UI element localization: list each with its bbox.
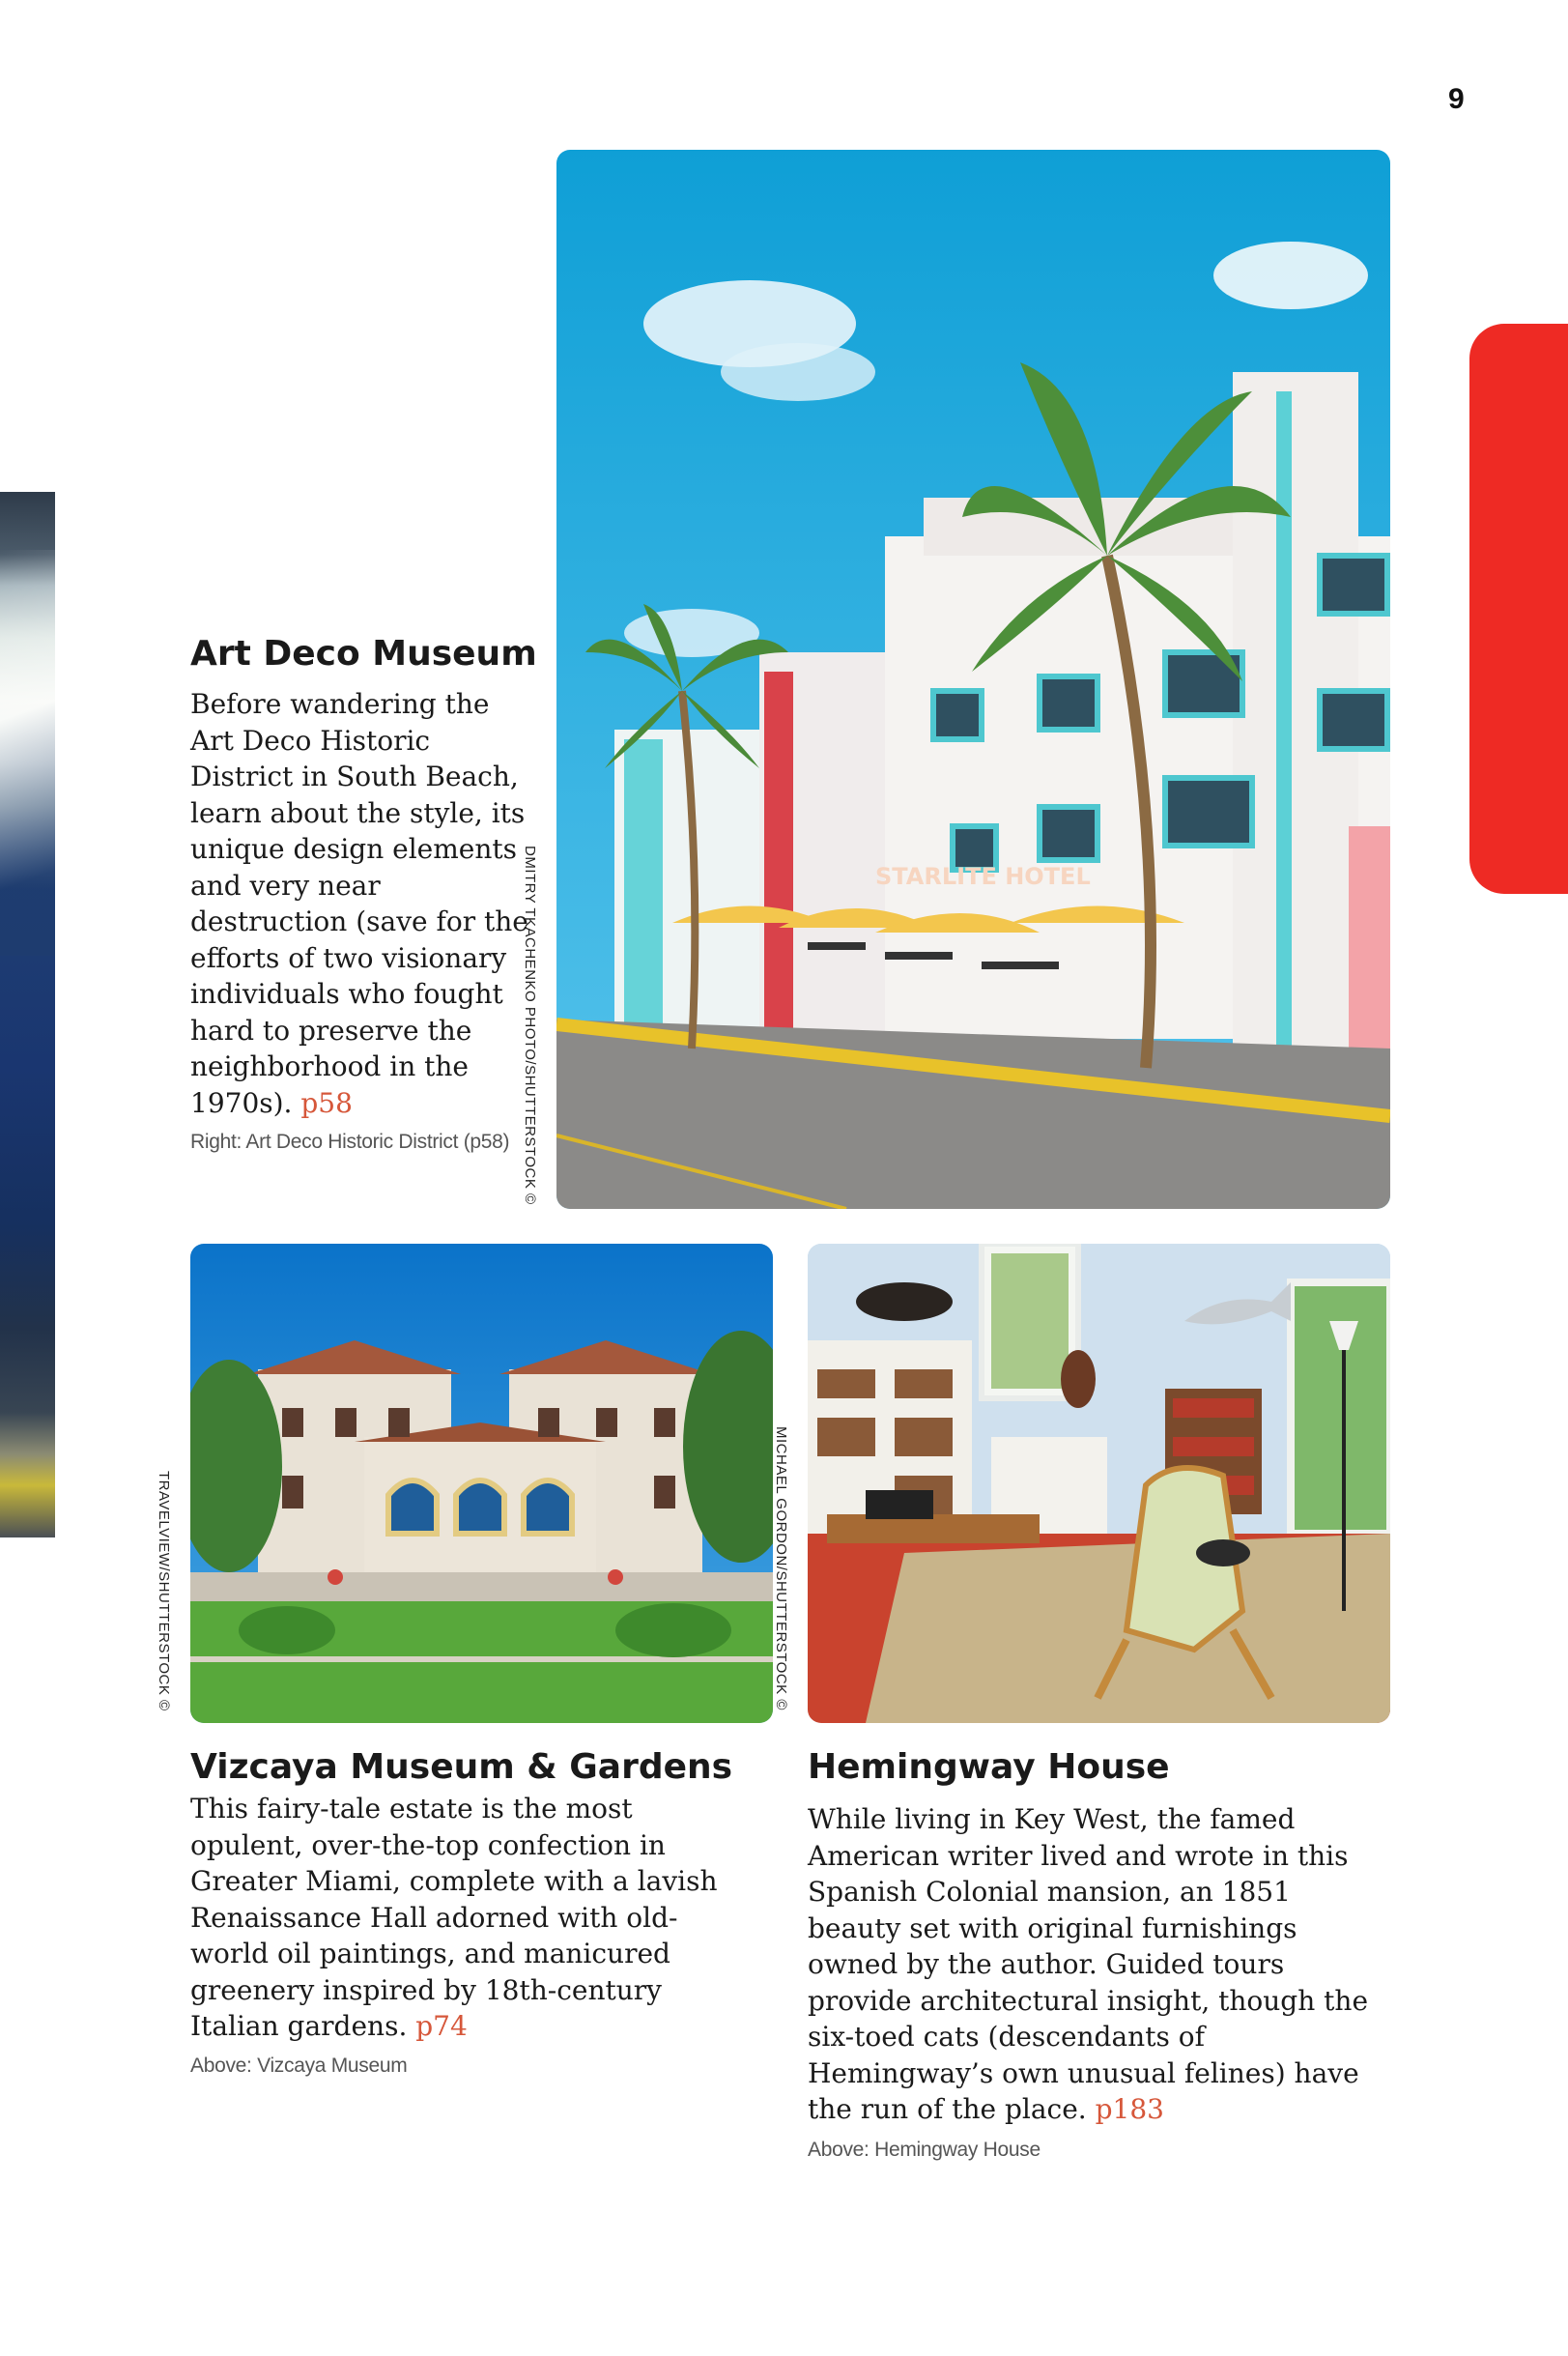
- art-deco-body-text: Before wandering the Art Deco Historic District in South Beach, learn about the style, its unique design elements and very near destruction (save for the efforts of two visionary individuals who fought hard to preserve the neighborhood in the 1970s).: [190, 688, 528, 1119]
- hotel-sign: STARLITE HOTEL: [875, 863, 1091, 890]
- hemingway-body-text: While living in Key West, the famed American writer lived and wrote in this Spanish Colonial mansion, an 1851 beauty set with original furnishings owned by the author. Guided tours provide architectural insight, though the six-toed cats (descendants of Hemingway’s own unusual felines) have the run of the place.: [808, 1803, 1369, 2125]
- art-deco-caption: Right: Art Deco Historic District (p58): [190, 1131, 510, 1153]
- photo-credit: MICHAEL GORDON/SHUTTERSTOCK ©: [773, 1426, 789, 1710]
- art-deco-title: Art Deco Museum: [190, 634, 537, 674]
- art-deco-description: [190, 686, 528, 1121]
- hemingway-title: Hemingway House: [808, 1747, 1170, 1787]
- hemingway-description: [808, 1801, 1368, 2128]
- hemingway-house-photo: [808, 1244, 1390, 1723]
- adjacent-photo-strip: [0, 492, 55, 1537]
- hemingway-page-link[interactable]: p183: [1095, 2093, 1164, 2125]
- vizcaya-title: Vizcaya Museum & Gardens: [190, 1747, 733, 1787]
- vizcaya-caption: Above: Vizcaya Museum: [190, 2054, 408, 2077]
- art-deco-page-link[interactable]: p58: [300, 1086, 353, 1119]
- vizcaya-museum-photo: [190, 1244, 773, 1723]
- page-number: 9: [1448, 83, 1465, 115]
- vizcaya-page-link[interactable]: p74: [415, 2010, 468, 2042]
- photo-credit: TRAVELVIEW/SHUTTERSTOCK ©: [156, 1471, 172, 1711]
- photo-credit: DMITRY TKACHENKO PHOTO/SHUTTERSTOCK ©: [522, 846, 538, 1205]
- art-deco-district-photo: [556, 150, 1390, 1209]
- vizcaya-body-text: This fairy-tale estate is the most opulent, over-the-top confection in Greater Miami, complete with a lavish Renaissance Hall adorned with old-world oil paintings, and manicured greenery inspired by 18th-century Italian gardens.: [190, 1793, 718, 2042]
- chapter-tab: [1469, 324, 1568, 894]
- hemingway-caption: Above: Hemingway House: [808, 2139, 1041, 2161]
- vizcaya-description: [190, 1791, 741, 2045]
